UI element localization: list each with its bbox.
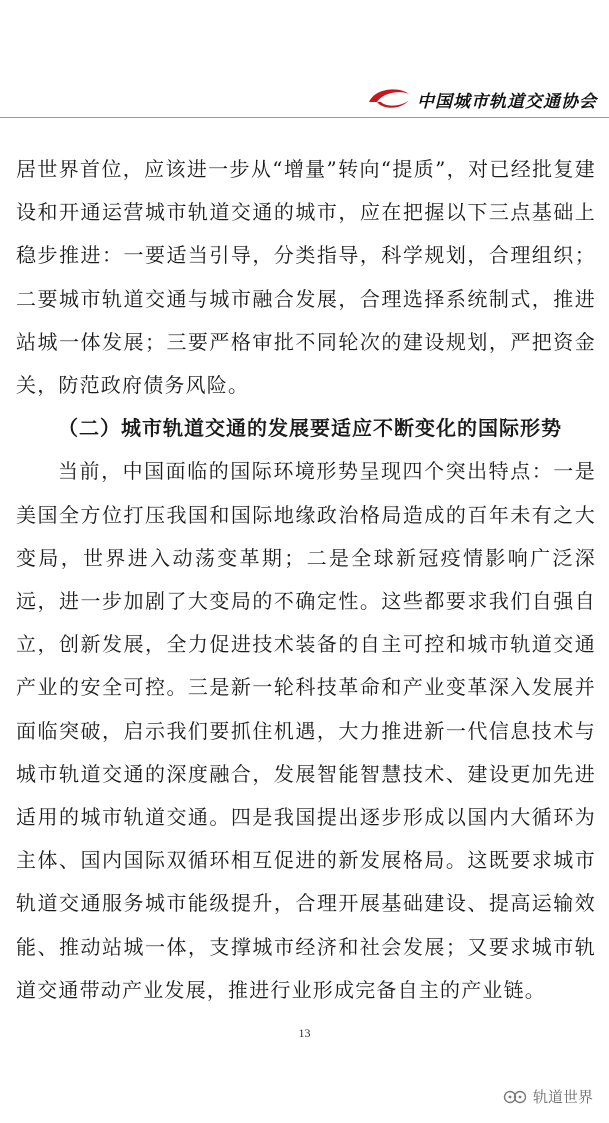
document-body	[16, 148, 596, 1012]
org-name: 中国城市轨道交通协会	[417, 91, 597, 112]
paragraph-international-situation: 当前，中国面临的国际环境形势呈现四个突出特点：一是美国全方位打压我国和国际地缘政治格局造成的百年未有之大变局，世界进入动荡变革期；二是全球新冠疫情影响广泛深远，进一步加剧了大变局的不确定性。这些都要求我们自强自立，创新发展，全力促进技术装备的自主可控和城市轨道交通产业的安全可控。三是新一轮科技革命和产业变革深入发展并面临突破，启示我们要抓住机遇，大力推进新一代信息技术与城市轨道交通的深度融合，发展智能智慧技术、建设更加先进适用的城市轨道交通。四是我国提出逐步形成以国内大循环为主体、国内国际双循环相互促进的新发展格局。这既要求城市轨道交通服务城市能级提升，合理开展基础建设、提高运输效能、推动站城一体，支撑城市经济和社会发展；又要求城市轨道交通带动产业发展，推进行业形成完备自主的产业链。	[16, 459, 596, 1002]
header-divider	[0, 117, 609, 118]
source-watermark	[503, 1086, 593, 1107]
page-number: 13	[298, 1026, 311, 1040]
association-logo-icon	[365, 86, 413, 112]
watermark-text: 轨道世界	[532, 1088, 593, 1106]
section-heading: （二）城市轨道交通的发展要适应不断变化的国际形势	[58, 416, 562, 441]
wechat-channel-icon	[503, 1088, 527, 1106]
page-header	[365, 84, 597, 114]
paragraph-continuation: 居世界首位，应该进一步从“增量”转向“提质”，对已经批复建设和开通运营城市轨道交通的城市，应在把握以下三点基础上稳步推进：一要适当引导，分类指导，科学规划，合理组织；二要城市轨道交通与城市融合发展，合理选择系统制式，推进站城一体发展；三要严格审批不同轮次的建设规划，严把资金关，防范政府债务风险。	[16, 157, 596, 398]
